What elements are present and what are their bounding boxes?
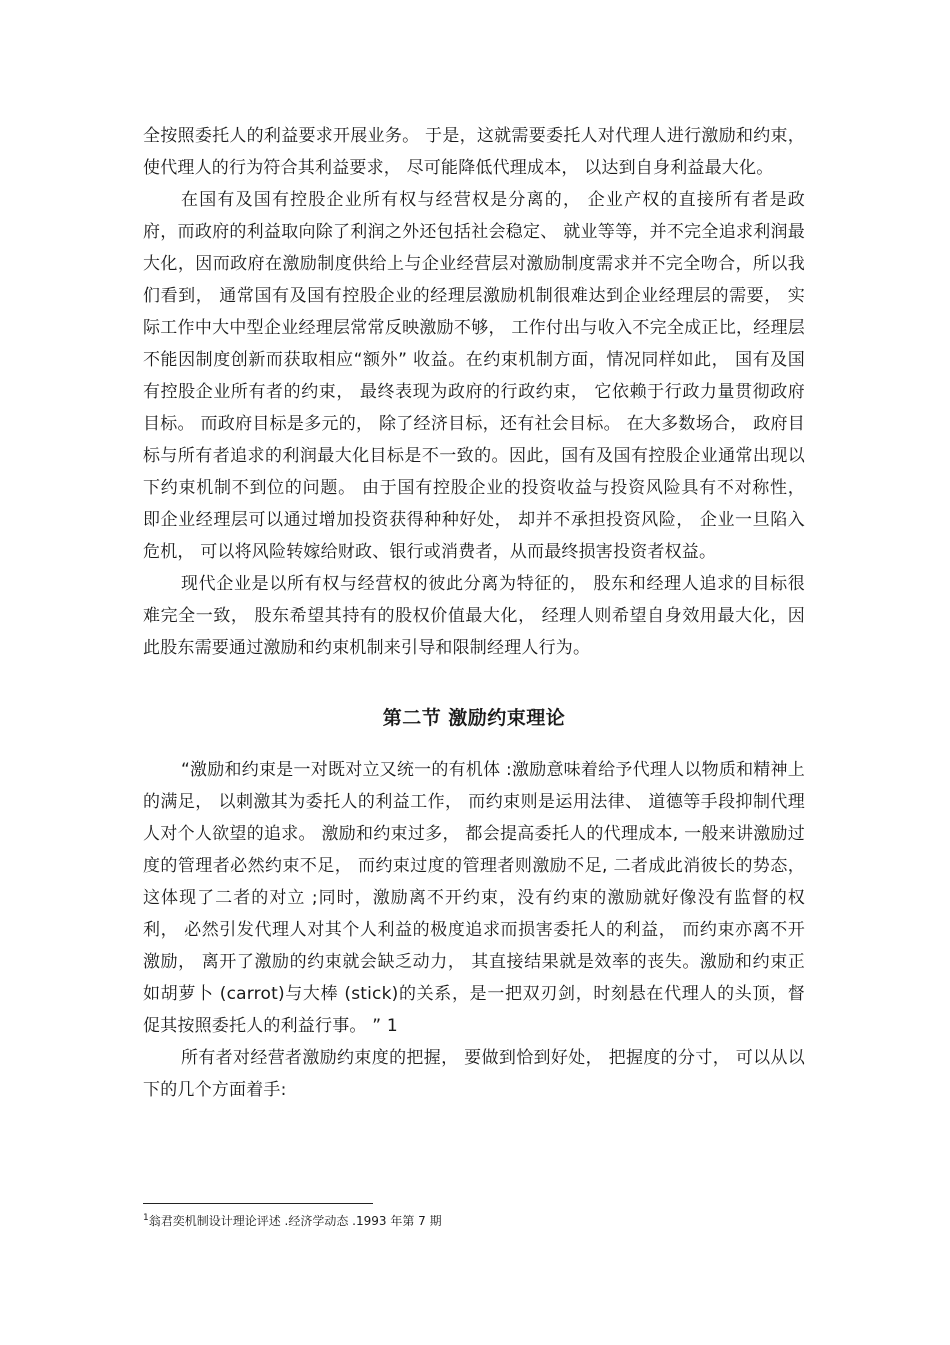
footnote-divider — [143, 1203, 373, 1204]
footnote — [143, 1212, 805, 1230]
document-body — [143, 120, 805, 1106]
paragraph-5: 所有者对经营者激励约束度的把握， 要做到恰到好处， 把握度的分寸， 可以从以下的几个方面着手: — [143, 1048, 805, 1100]
paragraph-2: 在国有及国有控股企业所有权与经营权是分离的， 企业产权的直接所有者是政府，而政府的利益取向除了利润之外还包括社会稳定、 就业等等，并不完全追求利润最大化，因而政府在激励制度供给上与企业经营层对激励制度需求并不完全吻合，所以我们看到， 通常国有及国有控股企业的经理层激励机制很难达到企业经理层的需要， 实际工作中大中型企业经理层常常反映激励不够， 工作付出与收入不完全成正比，经理层不能因制度创新而获取相应“额外” 收益。在约束机制方面，情况同样如此， 国有及国有控股企业所有者的约束， 最终表现为政府的行政约束， 它依赖于行政力量贯彻政府目标。 而政府目标是多元的， 除了经济目标，还有社会目标。 在大多数场合， 政府目标与所有者追求的利润最大化目标是不一致的。因此，国有及国有控股企业通常出现以下约束机制不到位的问题。 由于国有控股企业的投资收益与投资风险具有不对称性， 即企业经理层可以通过增加投资获得种种好处， 却并不承担投资风险， 企业一旦陷入危机， 可以将风险转嫁给财政、银行或消费者，从而最终损害投资者权益。 — [143, 190, 805, 562]
paragraph-4: “激励和约束是一对既对立又统一的有机体 :激励意味着给予代理人以物质和精神上的满足， 以刺激其为委托人的利益工作， 而约束则是运用法律、 道德等手段抑制代理人对个人欲望的追求。 激励和约束过多， 都会提高委托人的代理成本, 一般来讲激励过度的管理者必然约束不足， 而约束过度的管理者则激励不足, 二者成此消彼长的势态，这体现了二者的对立 ;同时，激励离不开约束，没有约束的激励就好像没有监督的权利， 必然引发代理人对其个人利益的极度追求而损害委托人的利益， 而约束亦离不开激励， 离开了激励的约束就会缺乏动力， 其直接结果就是效率的丧失。激励和约束正如胡萝卜 (carrot)与大棒 (stick)的关系，是一把双刃剑，时刻悬在代理人的头顶，督促其按照委托人的利益行事。 ” 1 — [143, 760, 805, 1036]
footnote-marker: 1 — [143, 1213, 149, 1223]
section-title: 第二节 激励约束理论 — [382, 707, 566, 729]
paragraph-3: 现代企业是以所有权与经营权的彼此分离为特征的， 股东和经理人追求的目标很难完全一致， 股东希望其持有的股权价值最大化， 经理人则希望自身效用最大化，因此股东需要通过激励和约束机制来引导和限制经理人行为。 — [143, 574, 805, 658]
footnote-text: 翁君奕机制设计理论评述 .经济学动态 .1993 年第 7 期 — [148, 1214, 442, 1228]
paragraph-1: 全按照委托人的利益要求开展业务。 于是，这就需要委托人对代理人进行激励和约束，使代理人的行为符合其利益要求， 尽可能降低代理成本， 以达到自身利益最大化。 — [143, 126, 805, 178]
